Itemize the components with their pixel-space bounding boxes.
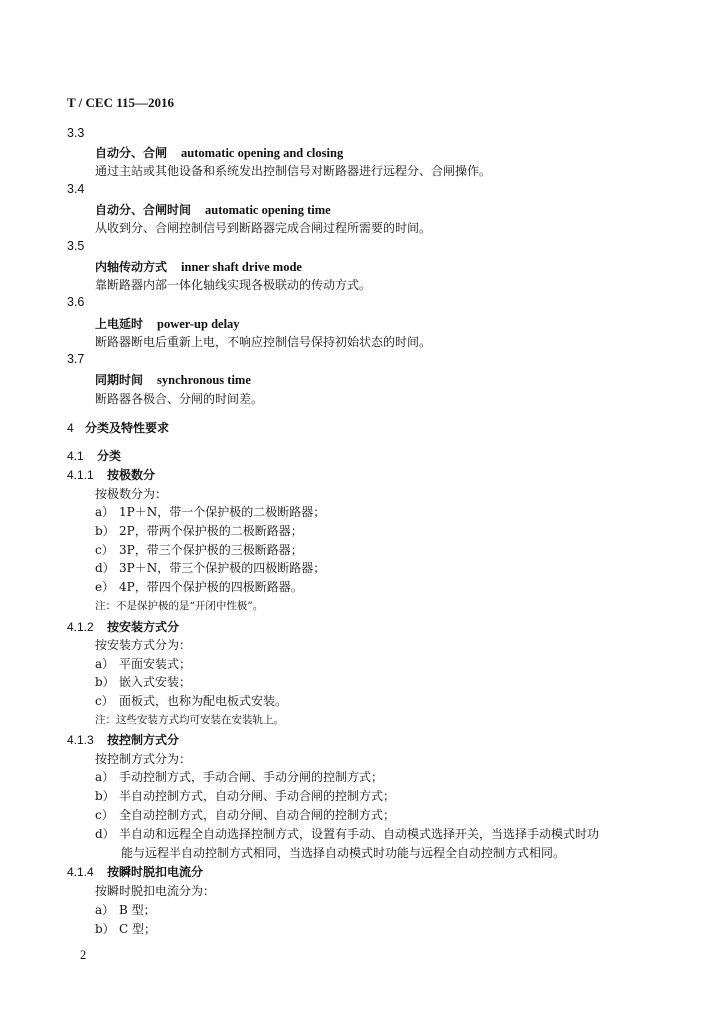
list-item: a） 平面安装式； (95, 657, 192, 671)
section-heading: 4 分类及特性要求 (67, 421, 170, 435)
term-title (95, 201, 331, 218)
list-item: b） C 型； (95, 922, 156, 936)
list-item: d） 3P＋N，带三个保护极的四极断路器； (95, 561, 326, 575)
term-number: 3.4 (67, 182, 85, 196)
list-item: d） 半自动和远程全自动选择控制方式，设置有手动、自动模式选择开关，当选择手动模式时功 (95, 827, 600, 841)
list-item: a） 1P＋N，带一个保护极的二极断路器； (95, 505, 326, 519)
clause-heading: 4.1.1 按极数分 (67, 468, 156, 482)
list-item: a） 手动控制方式，手动合闸、手动分闸的控制方式； (95, 770, 384, 784)
list-item: c） 面板式，也称为配电板式安装。 (95, 694, 288, 708)
list-item: e） 4P，带四个保护极的四极断路器。 (95, 580, 303, 594)
list-item: a） B 型； (95, 903, 156, 917)
term-definition: 靠断路器内部一体化轴线实现各极联动的传动方式。 (95, 278, 372, 292)
term-number: 3.5 (67, 239, 85, 253)
note: 注：不是保护极的是“开闭中性极”。 (95, 600, 264, 612)
list-item-continuation: 能与远程半自动控制方式相同，当选择自动模式时功能与远程全自动控制方式相同。 (121, 846, 566, 860)
term-title-zh: 上电延时 (95, 317, 144, 331)
term-title (95, 258, 302, 275)
clause-intro: 按极数分为： (95, 487, 168, 501)
term-title (95, 371, 251, 388)
note: 注：这些安装方式均可安装在安装轨上。 (95, 714, 284, 726)
clause-intro: 按瞬时脱扣电流分为： (95, 884, 216, 898)
term-title-zh: 自动分、合闸时间 (95, 203, 192, 217)
clause-intro: 按安装方式分为： (95, 638, 192, 652)
term-title-en: automatic opening and closing (181, 146, 344, 160)
list-item: c） 3P，带三个保护极的三极断路器； (95, 543, 303, 557)
term-title-zh: 内轴传动方式 (95, 260, 168, 274)
term-definition: 断路器各极合、分闸的时间差。 (95, 392, 264, 406)
term-definition: 通过主站或其他设备和系统发出控制信号对断路器进行远程分、合闸操作。 (95, 164, 492, 178)
list-item: b） 半自动控制方式，自动分闸、手动合闸的控制方式； (95, 789, 396, 803)
term-title (95, 315, 240, 332)
clause-heading: 4.1.3 按控制方式分 (67, 733, 180, 747)
term-number: 3.7 (67, 352, 85, 366)
term-title-en: automatic opening time (205, 203, 331, 217)
term-title-en: inner shaft drive mode (181, 260, 302, 274)
term-title-en: power-up delay (157, 317, 240, 331)
list-item: c） 全自动控制方式，自动分闸、自动合闸的控制方式； (95, 808, 396, 822)
list-item: b） 2P，带两个保护极的二极断路器； (95, 524, 303, 538)
standard-code-header: T / CEC 115—2016 (67, 95, 175, 110)
term-number: 3.6 (67, 295, 85, 309)
page-number: 2 (80, 948, 87, 962)
clause-intro: 按控制方式分为： (95, 752, 192, 766)
term-definition: 断路器断电后重新上电，不响应控制信号保持初始状态的时间。 (95, 335, 432, 349)
clause-heading: 4.1.2 按安装方式分 (67, 620, 180, 634)
term-definition: 从收到分、合闸控制信号到断路器完成合闸过程所需要的时间。 (95, 221, 432, 235)
subsection-heading: 4.1 分类 (67, 449, 122, 463)
clause-heading: 4.1.4 按瞬时脱扣电流分 (67, 865, 204, 879)
list-item: b） 嵌入式安装； (95, 675, 192, 689)
term-title-zh: 同期时间 (95, 373, 144, 387)
term-title-en: synchronous time (157, 373, 251, 387)
term-title-zh: 自动分、合闸 (95, 146, 168, 160)
term-number: 3.3 (67, 126, 85, 140)
term-title (95, 144, 343, 161)
